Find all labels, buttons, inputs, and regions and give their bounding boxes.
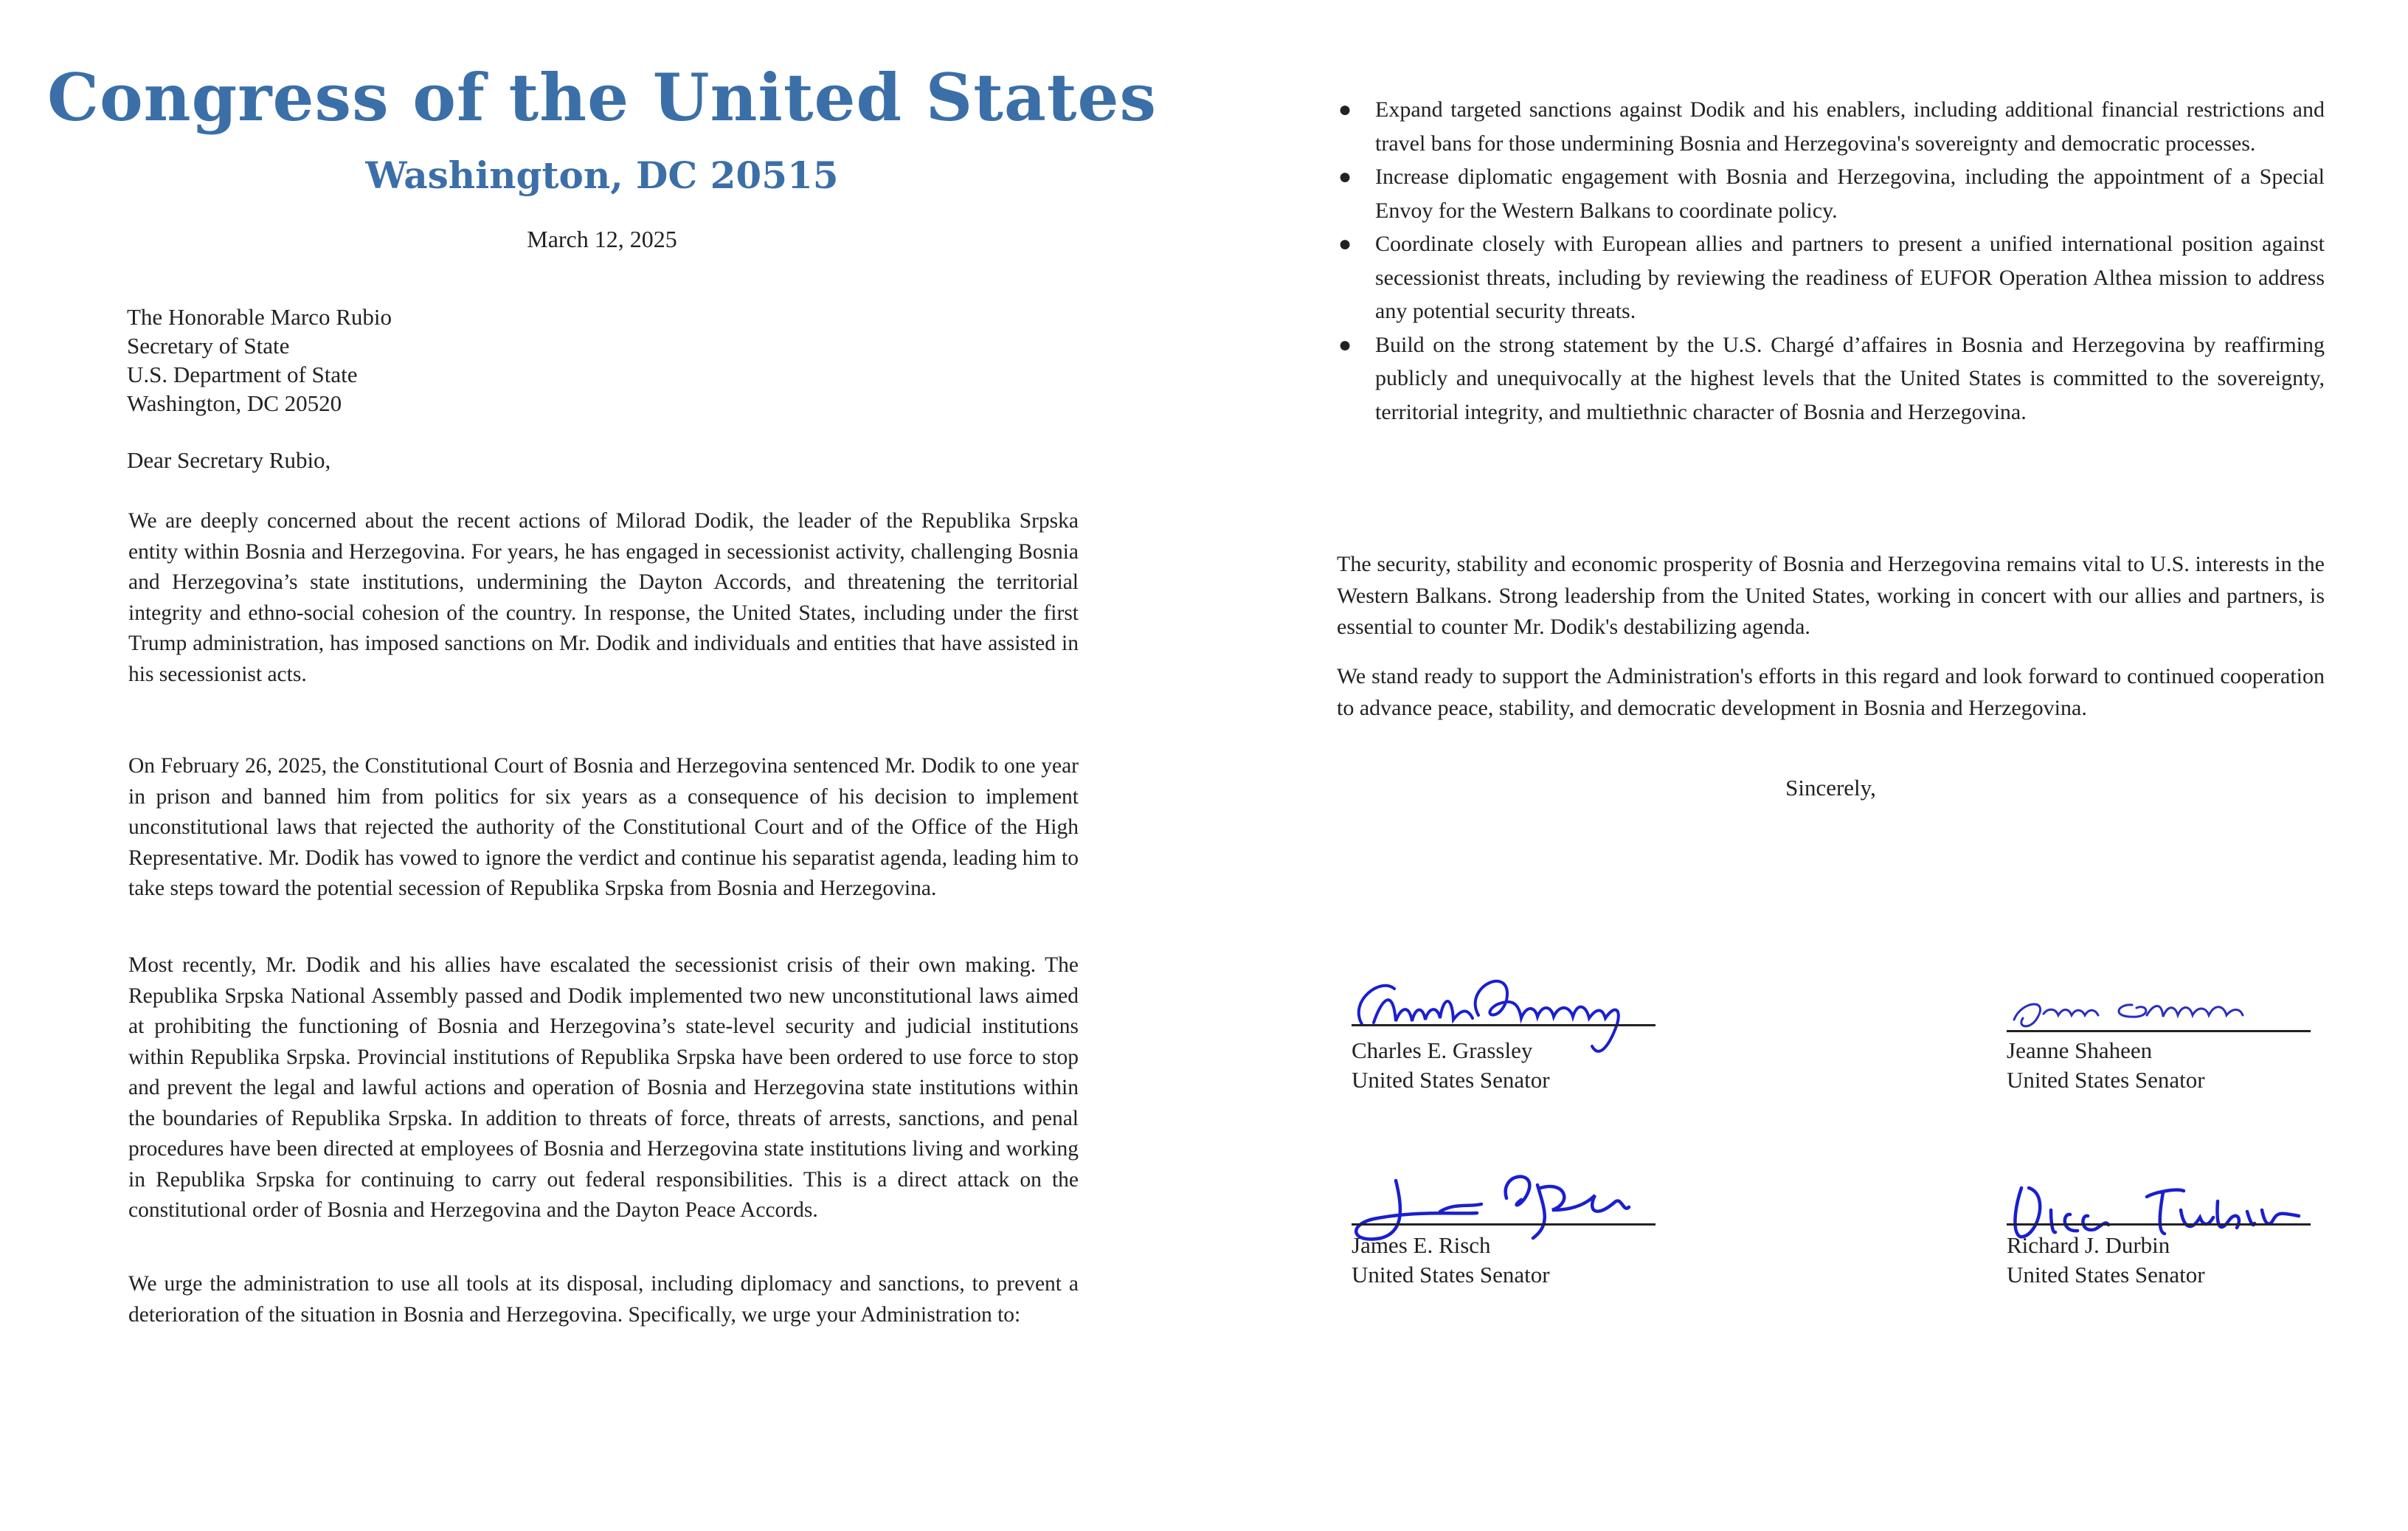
signature-line <box>1352 1024 1656 1026</box>
closing-sincerely: Sincerely, <box>1785 775 1876 801</box>
list-item <box>1338 93 2325 160</box>
recipient-line: U.S. Department of State <box>127 362 358 387</box>
list-item-text: Increase diplomatic engagement with Bosnia and Herzegovina, including the appointment of a Special Envoy for the Western Balkans to coordinate policy. <box>1375 165 2325 223</box>
bullet-icon: ● <box>1338 332 1352 357</box>
letterhead-title: Congress of the United States <box>46 59 1158 136</box>
list-item-text: Expand targeted sanctions against Dodik and his enablers, including additional financial restrictions and travel bans for those undermining Bosnia and Herzegovina's sovereignty and democratic processes. <box>1375 97 2325 156</box>
signature-line <box>2007 1223 2311 1226</box>
signature-line <box>2007 1030 2311 1032</box>
bullet-icon: ● <box>1338 165 1352 189</box>
recipient-line: The Honorable Marco Rubio <box>127 304 392 330</box>
recommendation-list <box>1338 93 2325 429</box>
signatory-title: United States Senator <box>2007 1262 2205 1288</box>
letterhead-address: Washington, DC 20515 <box>365 153 839 197</box>
recipient-address <box>127 303 392 418</box>
signature-line <box>1352 1223 1656 1226</box>
list-item <box>1338 328 2325 429</box>
recipient-line: Washington, DC 20520 <box>127 390 342 416</box>
recipient-line: Secretary of State <box>127 333 290 359</box>
signatory-title: United States Senator <box>1352 1067 1550 1093</box>
signature-block-grassley <box>1352 956 1661 1096</box>
list-item <box>1338 160 2325 227</box>
signatory-title: United States Senator <box>1352 1262 1550 1288</box>
signatory-name: James E. Risch <box>1352 1232 1491 1258</box>
body-paragraph: We urge the administration to use all tools at its disposal, including diplomacy and sanctions, to prevent a deterioration of the situation in Bosnia and Herzegovina. Specifically, we urge your Administration to: <box>128 1272 1079 1327</box>
signature-block-shaheen <box>2007 956 2317 1096</box>
signature-block-durbin <box>2007 1151 2317 1291</box>
list-item <box>1338 227 2325 328</box>
signatory-name: Charles E. Grassley <box>1352 1037 1533 1063</box>
closing-paragraph: The security, stability and economic prosperity of Bosnia and Herzegovina remains vital to U.S. interests in the Western Balkans. Strong leadership from the United States, working in concert with our allies and partners, is essential to counter Mr. Dodik's destabilizing agenda. <box>1337 552 2325 639</box>
letter-date: March 12, 2025 <box>527 226 677 252</box>
closing-paragraph: We stand ready to support the Administration's efforts in this regard and look forward to continued cooperation to advance peace, stability, and democratic development in Bosnia and Herzegovina. <box>1337 664 2325 720</box>
signature-block-risch <box>1352 1151 1661 1291</box>
list-item-text: Build on the strong statement by the U.S. Chargé d’affaires in Bosnia and Herzegovina by reaffirming publicly and unequivocally at the highest levels that the United States is committed to the sovereignty, territorial integrity, and multiethnic character of Bosnia and Herzegovina. <box>1375 332 2325 424</box>
signatory-name: Jeanne Shaheen <box>2007 1037 2153 1063</box>
bullet-icon: ● <box>1338 97 1352 122</box>
bullet-icon: ● <box>1338 232 1352 256</box>
body-paragraph: On February 26, 2025, the Constitutional Court of Bosnia and Herzegovina sentenced Mr. Dodik to one year in prison and banned him from politics for six years as a consequence of his decision to implement unconstitutional laws that rejected the authority of the Constitutional Court and of the Office of the High Representative. Mr. Dodik has vowed to ignore the verdict and continue his separatist agenda, leading him to take steps toward the potential secession of Republika Srpska from Bosnia and Herzegovina. <box>128 754 1079 900</box>
signatory-name: Richard J. Durbin <box>2007 1232 2170 1258</box>
signatory-title: United States Senator <box>2007 1067 2205 1093</box>
list-item-text: Coordinate closely with European allies and partners to present a unified international position against secessionist threats, including by reviewing the readiness of EUFOR Operation Althea mission to address any potential security threats. <box>1375 232 2325 323</box>
body-paragraph: Most recently, Mr. Dodik and his allies have escalated the secessionist crisis of their own making. The Republika Srpska National Assembly passed and Dodik implemented two new unconstitutional laws aimed at prohibiting the functioning of Bosnia and Herzegovina’s state-level security and judicial institutions within Republika Srpska. Provincial institutions of Republika Srpska have been ordered to use force to stop and prevent the legal and lawful actions and operation of Bosnia and Herzegovina state institutions within the boundaries of Republika Srpska. In addition to threats of force, threats of arrests, sanctions, and penal procedures have been directed at employees of Bosnia and Herzegovina state institutions living and working in Republika Srpska for continuing to carry out federal responsibilities. This is a direct attack on the constitutional order of Bosnia and Herzegovina and the Dayton Peace Accords. <box>128 953 1079 1222</box>
body-paragraph: We are deeply concerned about the recent actions of Milorad Dodik, the leader of the Republika Srpska entity within Bosnia and Herzegovina. For years, he has engaged in secessionist activity, challenging Bosnia and Herzegovina’s state institutions, undermining the Dayton Accords, and threatening the territorial integrity and ethno-social cohesion of the country. In response, the United States, including under the first Trump administration, has imposed sanctions on Mr. Dodik and individuals and entities that have assisted in his secessionist acts. <box>128 509 1079 686</box>
salutation: Dear Secretary Rubio, <box>127 447 331 473</box>
